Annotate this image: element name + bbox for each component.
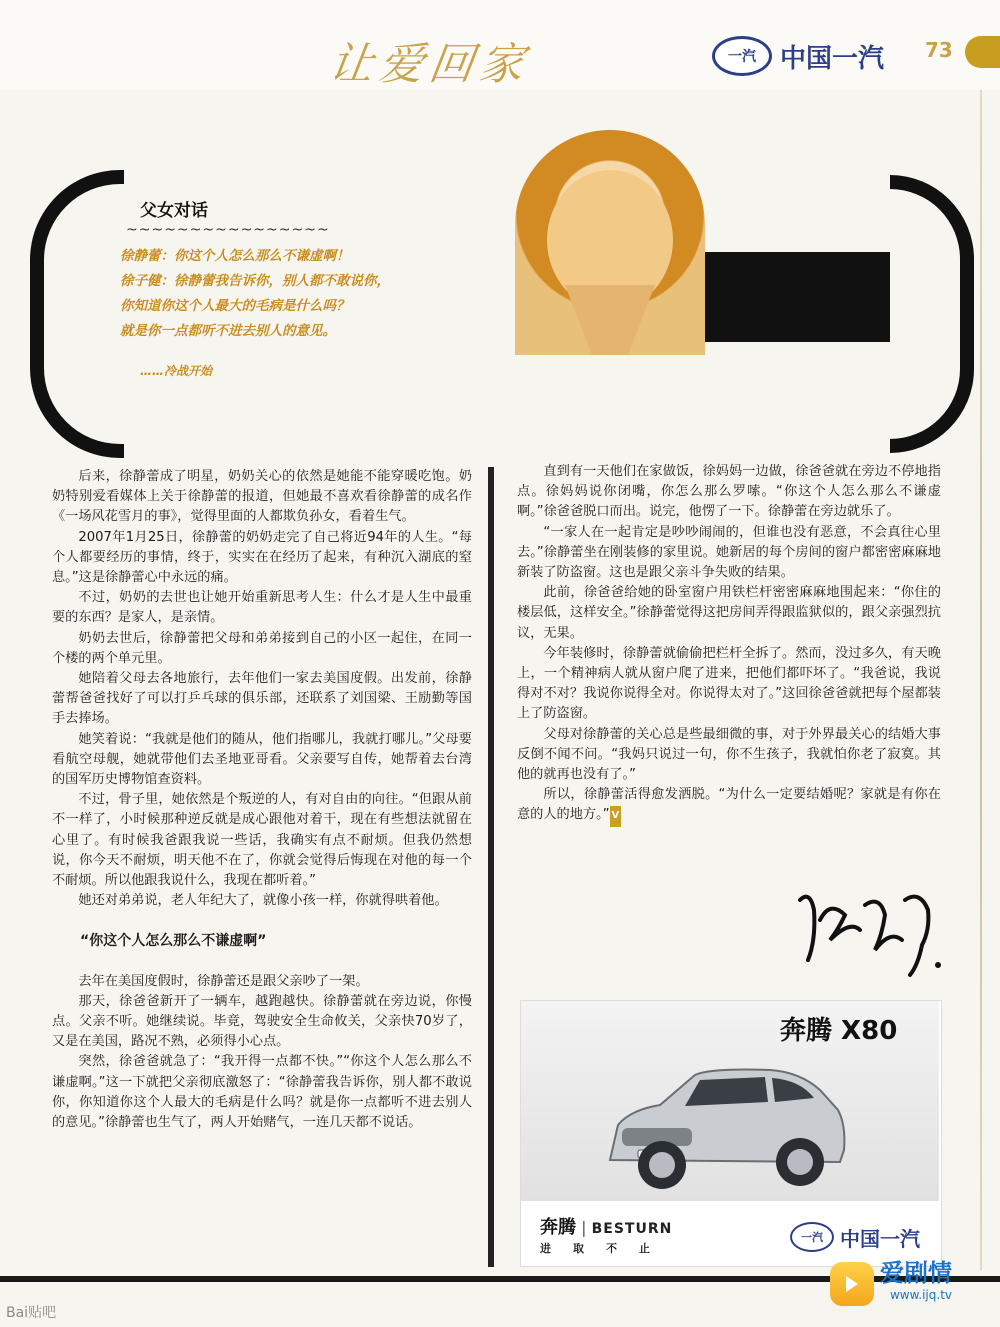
ad-brand-block: 奔腾 | BESTURN	[540, 1217, 673, 1238]
ad-slogan: 进取不止	[540, 1242, 672, 1255]
header-brand	[712, 36, 884, 76]
paragraph: 2007年1月25日，徐静蕾的奶奶走完了自己将近94年的人生。“每个人都要经历的事情，终于，实实在在经历了起来，有种沉入湖底的窒息。”这是徐静蕾心中永远的痛。	[52, 529, 472, 586]
section-title: 让爱回家	[325, 39, 533, 90]
ad-brand-text: 中国一汽	[840, 1226, 920, 1251]
bracket-left	[30, 170, 124, 458]
paragraph: 父母对徐静蕾的关心总是些最细微的事，对于外界最关心的结婚大事反倒不闻不问。“我妈只说过一句，你不生孩子，我就怕你老了寂寞。其他的就再也没有了。”	[517, 726, 941, 783]
bracket-right	[890, 175, 974, 453]
paragraph: 她还对弟弟说，老人年纪大了，就像小孩一样，你就得哄着他。	[78, 893, 448, 909]
dialogue-line: 你知道你这个人最大的毛病是什么吗？	[120, 298, 350, 314]
paragraph-text: 所以，徐静蕾活得愈发洒脱。“为什么一定要结婚呢？家就是有你在意的人的地方。”	[517, 787, 941, 823]
tv-play-icon	[830, 1262, 874, 1306]
faw-logo-icon: 一汽	[790, 1222, 834, 1252]
article-right-column	[517, 462, 941, 827]
ad-model-name: 奔腾 X80	[780, 1016, 898, 1046]
paragraph: 那天，徐爸爸新开了一辆车，越跑越快。徐静蕾就在旁边说，你慢点。父亲不听。她继续说。毕竟，驾驶安全生命攸关，父亲快70岁了，又是在美国，路况不熟，必须得小心点。	[52, 993, 472, 1050]
paragraph: 去年在美国度假时，徐静蕾还是跟父亲吵了一架。	[78, 973, 369, 989]
paragraph: 不过，奶奶的去世也让她开始重新思考人生：什么才是人生中最重要的东西？是家人，是亲情。	[52, 590, 472, 626]
faw-logo-icon: 一汽	[712, 36, 772, 76]
paragraph: 今年装修时，徐静蕾就偷偷把栏杆全拆了。然而，没过多久，有天晚上，一个精神病人就从窗户爬了进来，把他们都吓坏了。“我爸说，我说得对不对？我说你说得全对。你说得太对了。”这回徐爸爸就把每个屋都装上了防盗窗。	[517, 645, 941, 722]
column-divider	[488, 467, 494, 1267]
page-crease	[980, 90, 982, 1270]
page-number: 73	[925, 38, 953, 62]
paragraph: 她笑着说：“我就是他们的随从，他们指哪儿，我就打哪儿。”父母要看航空母舰，她就带他们去圣地亚哥看。父亲要写自传，她帮着去台湾的国军历史博物馆查资料。	[52, 731, 472, 788]
ad-brand	[790, 1222, 920, 1252]
article-left-column	[52, 467, 472, 1133]
dialogue-line: 就是你一点都听不进去别人的意见。	[120, 323, 336, 339]
paragraph	[517, 785, 941, 826]
suv-car-image	[600, 1040, 850, 1200]
paragraph: 她陪着父母去各地旅行，去年他们一家去美国度假。出发前，徐静蕾帮爸爸找好了可以打乒乓球的俱乐部，还联系了刘国梁、王励勤等国手去捧场。	[52, 671, 472, 727]
baidu-watermark: Bai贴吧	[6, 1305, 57, 1321]
paragraph: 突然，徐爸爸就急了：“我开得一点都不快。”“你这个人怎么那么不谦虚啊。”这一下就把父亲彻底激怒了：“徐静蕾我告诉你，别人都不敢说你，你知道你这个人最大的毛病是什么吗？就是你一点都听不进去别人的意见。”徐静蕾也生气了，两人开始赌气，一连几天都不说话。	[52, 1054, 472, 1131]
paragraph: “一家人在一起肯定是吵吵闹闹的，但谁也没有恶意，不会真往心里去。”徐静蕾坐在刚装修的家里说。她新居的每个房间的窗户都密密麻麻地新装了防盗窗。这也是跟父亲斗争失败的结果。	[517, 524, 941, 581]
ad-brand-en: BESTURN	[591, 1221, 673, 1237]
dialogue-tilde: ~~~~~~~~~~~~~~~~	[126, 222, 330, 238]
dialogue-lines	[120, 244, 450, 344]
header-brand-text: 中国一汽	[780, 43, 885, 74]
dialogue-title: 父女对话	[140, 201, 208, 221]
dialogue-line: 徐静蕾：你这个人怎么那么不谦虚啊！	[120, 248, 350, 264]
site-name: 爱剧情	[880, 1259, 952, 1287]
site-watermark	[830, 1259, 952, 1306]
site-watermark-text	[880, 1259, 952, 1306]
page-tab	[965, 36, 1000, 68]
paragraph: 此前，徐爸爸给她的卧室窗户用铁栏杆密密麻麻地围起来：“你住的楼层低，这样安全。”徐静蕾觉得这把房间弄得跟监狱似的，跟父亲强烈抗议，无果。	[517, 585, 941, 641]
paragraph: 直到有一天他们在家做饭，徐妈妈一边做，徐爸爸就在旁边不停地指点。徐妈妈说你闭嘴，你怎么那么罗嗦。“你这个人怎么那么不谦虚啊。”徐爸爸脱口而出。说完，他愣了一下。徐静蕾在旁边就乐了。	[517, 464, 941, 520]
paragraph: 不过，骨子里，她依然是个叛逆的人，有对自由的向往。“但跟从前不一样了，小时候那种逆反就是成心跟他对着干，现在有些想法就留在心里了。有时候我爸跟我说一些话，我确实有点不耐烦。但我仍然想说，你今天不耐烦，明天他不在了，你就会觉得后悔现在对他的每一个不耐烦。所以他跟我说什么，我现在都听着。”	[52, 792, 472, 889]
paragraph: 奶奶去世后，徐静蕾把父母和弟弟接到自己的小区一起住，在同一个楼的两个单元里。	[52, 630, 472, 666]
end-mark: V	[610, 806, 622, 826]
dialogue-ending: ……冷战开始	[140, 364, 213, 378]
ad-brand-cn: 奔腾	[540, 1217, 576, 1238]
article-subheading: “你这个人怎么那么不谦虚啊”	[80, 933, 267, 950]
paragraph: 后来，徐静蕾成了明星，奶奶关心的依然是她能不能穿暖吃饱。奶奶特别爱看媒体上关于徐静蕾的报道，但她最不喜欢看徐静蕾的成名作《一场风花雪月的事》，觉得里面的人都欺负孙女，看着生气。	[52, 469, 472, 525]
dialogue-line: 徐子健：徐静蕾我告诉你，别人都不敢说你，	[120, 273, 390, 289]
signature	[790, 870, 950, 990]
site-url: www.ijq.tv	[889, 1288, 952, 1302]
